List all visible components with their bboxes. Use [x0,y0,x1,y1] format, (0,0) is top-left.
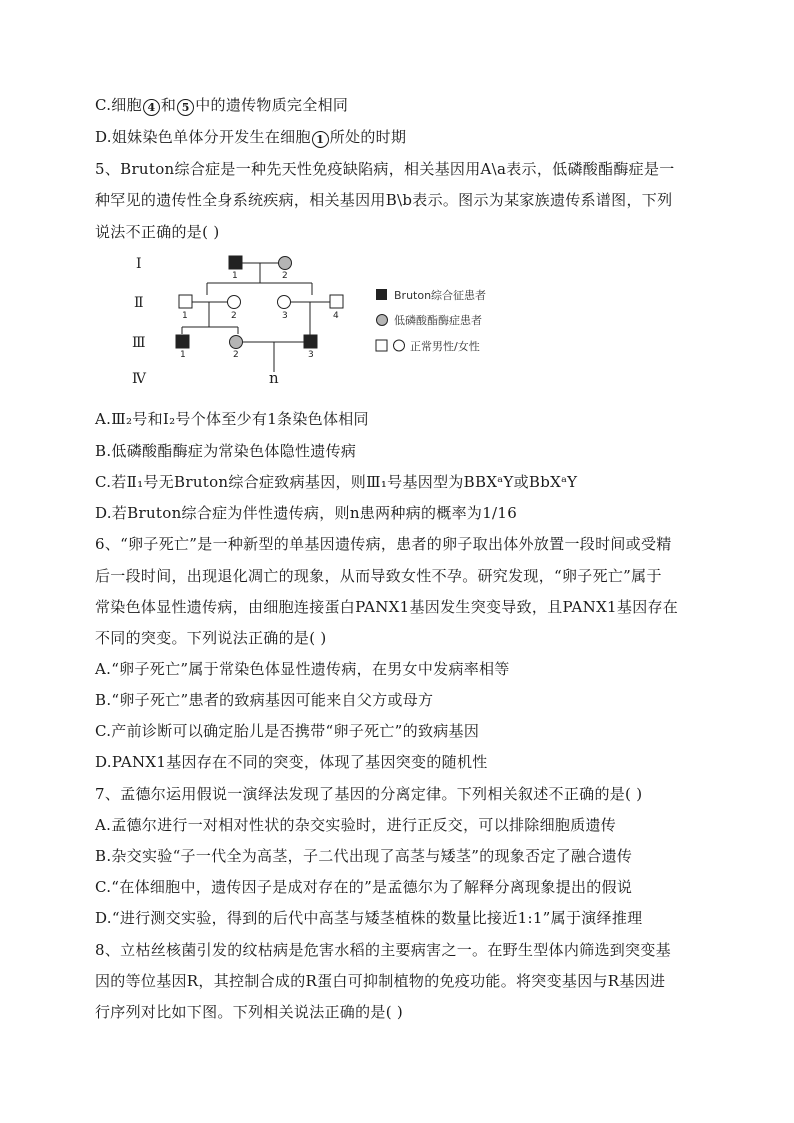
II1-male [179,295,192,308]
offspring-n: n [269,369,279,387]
option-d-q4: D.姐妹染色单体分开发生在细胞 1 所处的时期 [95,128,407,146]
option-c-q4: C.细胞 4 和 5 中的遗传物质完全相同 [95,96,349,114]
I2-female-low [279,257,292,270]
q7-option-c: C.“在体细胞中，遗传因子是成对存在的”是孟德尔为了解释分离现象提出的假说 [95,878,633,896]
legend-low: 低磷酸酯酶症患者 [394,314,482,327]
q6-stem-2: 后一段时间，出现退化凋亡的现象，从而导致女性不孕。研究发现，“卵子死亡”属于 [95,567,662,585]
q7-stem: 7、孟德尔运用假说一演绎法发现了基因的分离定律。下列相关叙述不正确的是( ) [95,785,643,803]
q6-option-a: A.“卵子死亡”属于常染色体显性遗传病，在男女中发病率相等 [95,660,510,678]
svg-text:3: 3 [282,311,288,321]
pedigree-chart [130,250,530,390]
svg-text:1: 1 [182,311,188,321]
q5-option-b: B.低磷酸酯酶症为常染色体隐性遗传病 [95,442,357,460]
III1-male-bruton [176,335,189,348]
circled-1: 1 [312,131,329,148]
q5-option-c: C.若Ⅱ₁号无Bruton综合症致病基因，则Ⅲ₁号基因型为BBXᵃY或BbXᵃY [95,473,578,491]
svg-text:Ⅰ: Ⅰ [136,256,142,272]
q6-stem-1: 6、“卵子死亡”是一种新型的单基因遗传病，患者的卵子取出体外放置一段时间或受精 [95,535,672,553]
q6-option-b: B.“卵子死亡”患者的致病基因可能来自父方或母方 [95,691,434,709]
q5-stem-1: 5、Bruton综合症是一种先天性免疫缺陷病，相关基因用A\a表示，低磷酸酯酶症是一 [95,160,675,178]
II4-male [330,295,343,308]
legend-bruton-symbol [376,289,387,300]
q5-stem-3: 说法不正确的是( ) [95,223,220,241]
q6-option-c: C.产前诊断可以确定胎儿是否携带“卵子死亡”的致病基因 [95,722,480,740]
q6-stem-3: 常染色体显性遗传病，由细胞连接蛋白PANX1基因发生突变导致，且PANX1基因存在 [95,598,679,616]
legend-normal: 正常男性/女性 [410,340,480,353]
svg-text:Ⅱ: Ⅱ [134,295,144,311]
svg-text:2: 2 [231,311,237,321]
III3-male-bruton [304,335,317,348]
q7-option-a: A.孟德尔进行一对相对性状的杂交实验时，进行正反交，可以排除细胞质遗传 [95,816,617,834]
q8-stem-1: 8、立枯丝核菌引发的纹枯病是危害水稻的主要病害之一。在野生型体内筛选到突变基 [95,941,671,959]
legend-normal-female-symbol [394,340,405,351]
svg-text:4: 4 [333,311,339,321]
svg-text:2: 2 [282,271,288,281]
svg-text:1: 1 [232,271,238,281]
legend-bruton: Bruton综合征患者 [394,289,487,302]
svg-text:Ⅳ: Ⅳ [132,371,146,387]
svg-text:3: 3 [308,350,314,360]
q7-option-b: B.杂交实验“子一代全为高茎，子二代出现了高茎与矮茎”的现象否定了融合遗传 [95,847,633,865]
q5-stem-2: 种罕见的遗传性全身系统疾病，相关基因用B\b表示。图示为某家族遗传系谱图，下列 [95,191,673,209]
svg-text:1: 1 [180,350,186,360]
svg-text:Ⅲ: Ⅲ [132,335,146,351]
q6-option-d: D.PANX1基因存在不同的突变，体现了基因突变的随机性 [95,753,488,771]
III2-female-low [230,336,243,349]
q6-stem-4: 不同的突变。下列说法正确的是( ) [95,629,327,647]
II3-female [278,296,291,309]
svg-text:2: 2 [233,350,239,360]
legend-normal-male-symbol [376,340,387,351]
q7-option-d: D.“进行测交实验，得到的后代中高茎与矮茎植株的数量比接近1:1”属于演绎推理 [95,909,643,927]
II2-female [228,296,241,309]
q8-stem-2: 因的等位基因R，其控制合成的R蛋白可抑制植物的免疫功能。将突变基因与R基因进 [95,972,666,990]
q5-option-d: D.若Bruton综合症为伴性遗传病，则n患两种病的概率为1/16 [95,504,518,522]
q5-option-a: A.Ⅲ₂号和Ⅰ₂号个体至少有1条染色体相同 [95,410,369,428]
circled-4: 4 [143,99,160,116]
legend-low-symbol [377,315,388,326]
q8-stem-3: 行序列对比如下图。下列相关说法正确的是( ) [95,1003,404,1021]
I1-male-bruton [229,256,242,269]
circled-5: 5 [177,99,194,116]
